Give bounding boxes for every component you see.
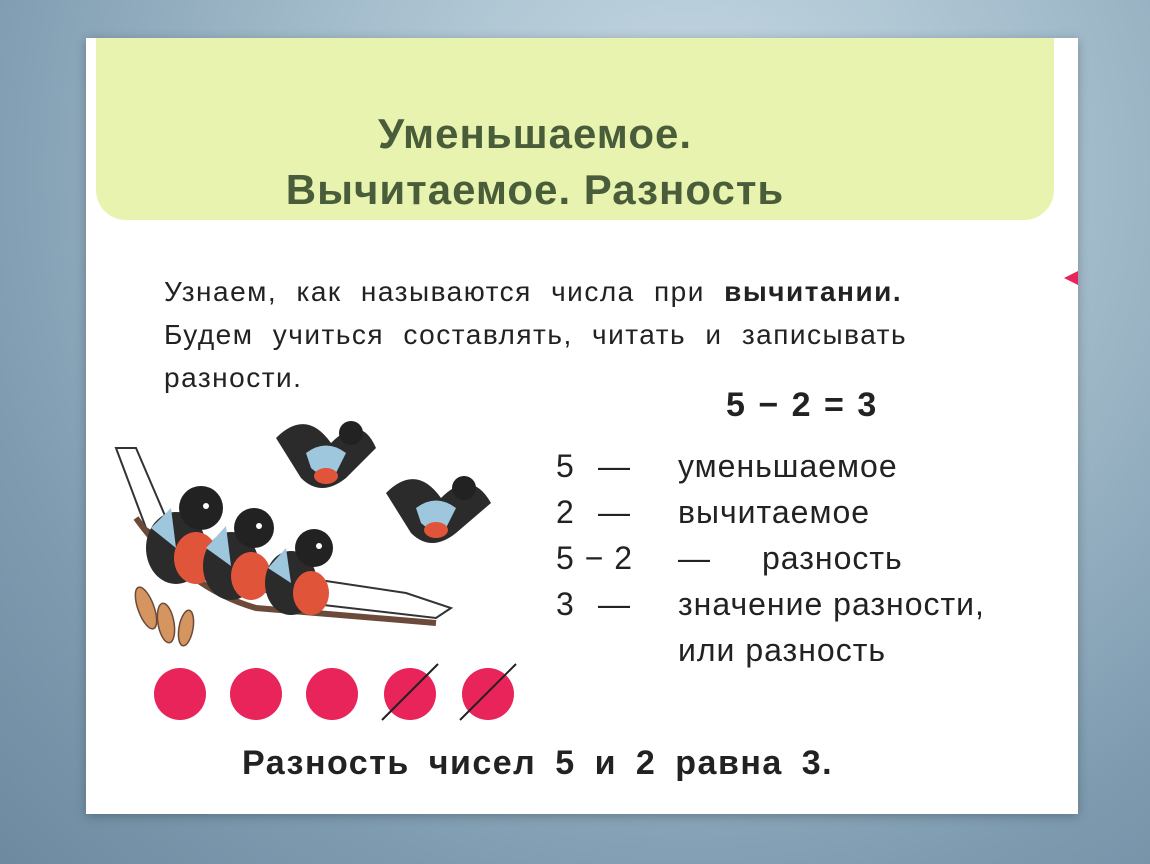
term-rhs: или разность xyxy=(678,632,887,668)
term-dash: — xyxy=(678,540,711,576)
intro-line-3: разности. xyxy=(164,362,303,393)
term-dash: — xyxy=(598,448,631,484)
bullfinches-illustration xyxy=(106,408,566,658)
term-lhs: 5 − 2 xyxy=(556,540,634,576)
term-rhs: значение разности, xyxy=(678,586,985,622)
term-lhs: 3 xyxy=(556,586,575,622)
bird-5 xyxy=(386,476,491,543)
bird-4 xyxy=(276,421,376,488)
main-equation: 5 − 2 = 3 xyxy=(726,386,879,424)
title-line-2: Вычитаемое. Разность xyxy=(285,166,785,213)
title-banner xyxy=(96,38,1054,220)
intro-line-2: Будем учиться составлять, читать и записывать xyxy=(164,319,908,350)
intro-text xyxy=(164,270,1044,399)
term-lhs: 2 xyxy=(556,494,575,530)
term-rhs: разность xyxy=(762,540,903,576)
conclusion-text: Разность чисел 5 и 2 равна 3. xyxy=(242,744,834,782)
term-dash: — xyxy=(598,586,631,622)
term-lhs: 5 xyxy=(556,448,575,484)
bird-3 xyxy=(265,529,333,615)
term-rhs: уменьшаемое xyxy=(678,448,898,484)
term-dash: — xyxy=(598,494,631,530)
page-marker-icon xyxy=(1064,271,1078,285)
intro-bold-word: вычитании. xyxy=(724,276,903,307)
intro-line-1: Узнаем, как называются числа при xyxy=(164,276,725,307)
cross-lines xyxy=(154,658,534,730)
textbook-page xyxy=(86,38,1078,814)
term-rhs: вычитаемое xyxy=(678,494,871,530)
title-line-1: Уменьшаемое. xyxy=(377,110,693,157)
